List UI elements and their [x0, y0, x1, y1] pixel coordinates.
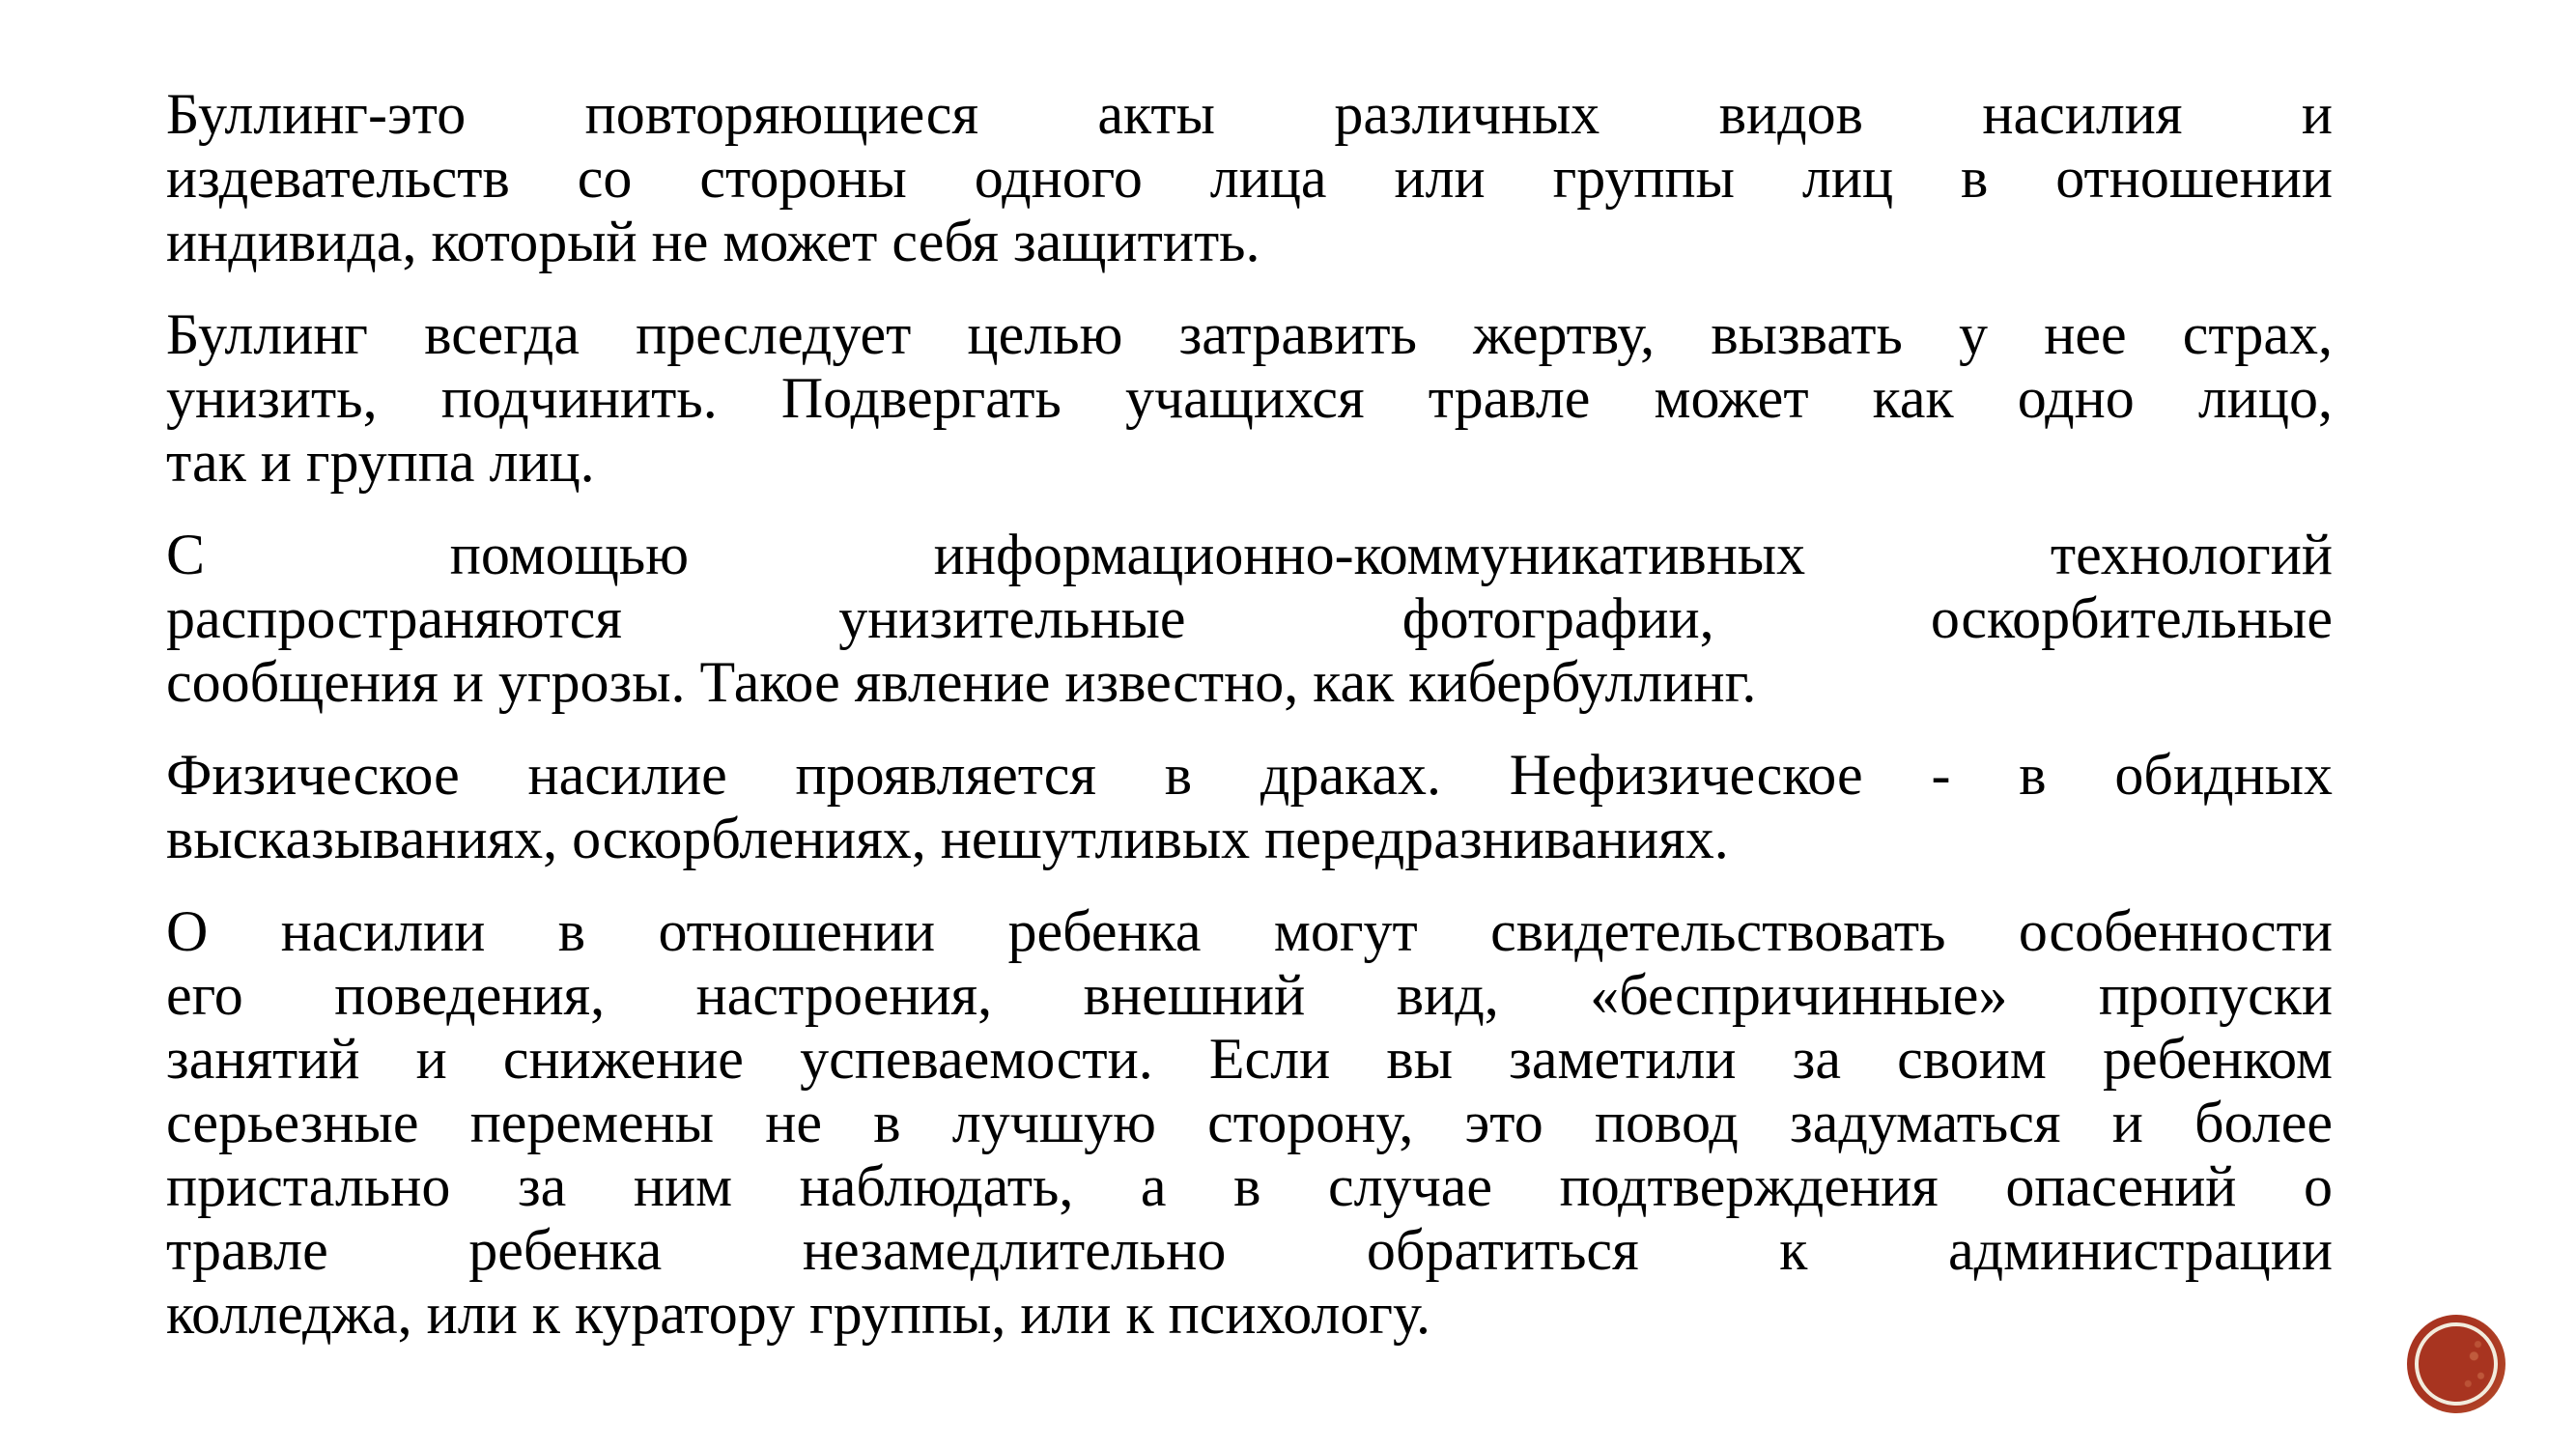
text-line: травле ребенка незамедлительно обратиться к администрации: [166, 1218, 2333, 1282]
text-line: занятий и снижение успеваемости. Если вы заметили за своим ребенком: [166, 1027, 2333, 1091]
text-line: серьезные перемены не в лучшую сторону, это повод задуматься и более: [166, 1091, 2333, 1154]
text-line: Буллинг-это повторяющиеся акты различных видов насилия и: [166, 82, 2333, 146]
text-line: пристально за ним наблюдать, а в случае подтверждения опасений о: [166, 1154, 2333, 1218]
paragraph: [166, 523, 2333, 714]
text-line: О насилии в отношении ребенка могут свидетельствовать особенности: [166, 899, 2333, 963]
text-line: распространяются унизительные фотографии, оскорбительные: [166, 586, 2333, 650]
text-line: сообщения и угрозы. Такое явление известно, как кибербуллинг.: [166, 650, 1757, 714]
text-line: издевательств со стороны одного лица или группы лиц в отношении: [166, 146, 2333, 210]
text-line: так и группа лиц.: [166, 430, 595, 494]
text-line: С помощью информационно-коммуникативных технологий: [166, 523, 2333, 586]
paragraph: [166, 82, 2333, 273]
text-line: колледжа, или к куратору группы, или к психологу.: [166, 1282, 1430, 1346]
text-line: унизить, подчинить. Подвергать учащихся травле может как одно лицо,: [166, 366, 2333, 430]
paragraph: [166, 743, 2333, 870]
decorative-circle-badge: [2407, 1315, 2505, 1413]
text-line: его поведения, настроения, внешний вид, «беспричинные» пропуски: [166, 963, 2333, 1027]
text-line: Буллинг всегда преследует целью затравить жертву, вызвать у нее страх,: [166, 302, 2333, 366]
text-line: Физическое насилие проявляется в драках. Нефизическое - в обидных: [166, 743, 2333, 807]
paragraph: [166, 899, 2333, 1346]
paragraph: [166, 302, 2333, 494]
text-line: индивида, который не может себя защитить.: [166, 210, 1260, 273]
text-block: [166, 82, 2333, 1375]
text-line: высказываниях, оскорблениях, нешутливых передразниваниях.: [166, 807, 1729, 870]
